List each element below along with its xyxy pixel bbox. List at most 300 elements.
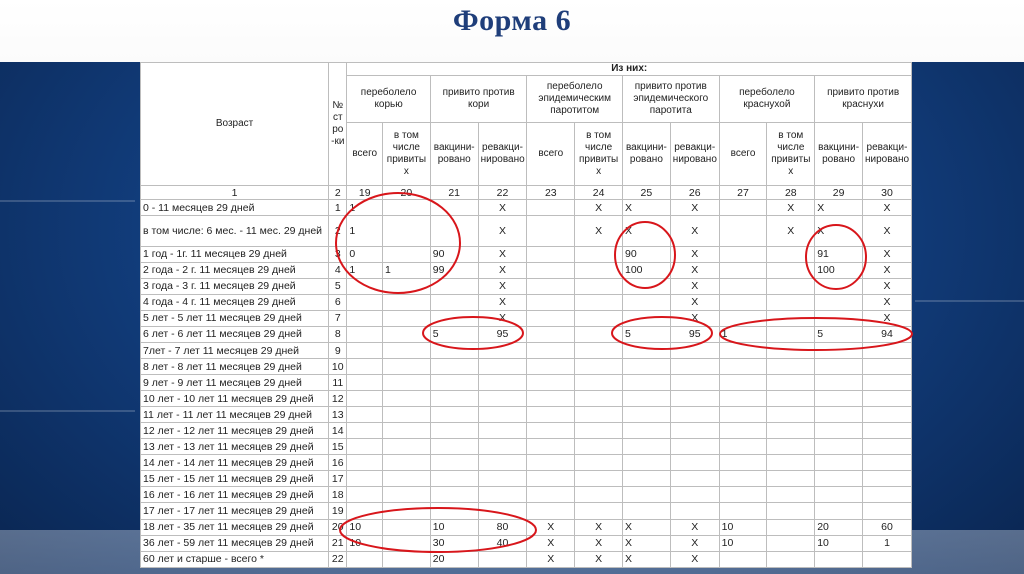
table-cell bbox=[575, 310, 623, 326]
age-group-label: в том числе: 6 мес. - 11 мес. 29 дней bbox=[141, 216, 329, 246]
table-cell: Х bbox=[863, 278, 912, 294]
table-row bbox=[141, 278, 912, 294]
age-group-label: 18 лет - 35 лет 11 месяцев 29 дней bbox=[141, 519, 329, 535]
row-number: 17 bbox=[329, 471, 347, 487]
table-cell bbox=[623, 278, 671, 294]
table-cell bbox=[623, 423, 671, 439]
vaccination-table bbox=[140, 62, 912, 568]
table-cell bbox=[719, 278, 767, 294]
table-cell bbox=[815, 455, 863, 471]
column-number: 29 bbox=[815, 185, 863, 199]
table-cell: Х bbox=[527, 519, 575, 535]
table-cell bbox=[623, 310, 671, 326]
table-cell bbox=[815, 487, 863, 503]
table-row bbox=[141, 487, 912, 503]
table-cell bbox=[478, 391, 527, 407]
table-cell bbox=[347, 423, 383, 439]
row-number: 1 bbox=[329, 200, 347, 216]
age-group-label: 17 лет - 17 лет 11 месяцев 29 дней bbox=[141, 503, 329, 519]
table-cell bbox=[430, 407, 478, 423]
table-cell bbox=[383, 200, 431, 216]
table-cell bbox=[383, 359, 431, 375]
table-cell: Х bbox=[815, 216, 863, 246]
table-cell: Х bbox=[670, 216, 719, 246]
table-cell: 5 bbox=[623, 326, 671, 342]
table-cell bbox=[719, 246, 767, 262]
table-cell: Х bbox=[670, 200, 719, 216]
table-cell bbox=[815, 471, 863, 487]
table-cell: Х bbox=[478, 200, 527, 216]
table-row bbox=[141, 246, 912, 262]
sub-header: всего bbox=[347, 122, 383, 185]
column-number: 27 bbox=[719, 185, 767, 199]
row-number: 15 bbox=[329, 439, 347, 455]
table-row bbox=[141, 294, 912, 310]
table-row bbox=[141, 503, 912, 519]
table-cell bbox=[623, 439, 671, 455]
table-cell: Х bbox=[863, 262, 912, 278]
table-cell bbox=[383, 246, 431, 262]
row-number: 16 bbox=[329, 455, 347, 471]
column-number: 21 bbox=[430, 185, 478, 199]
table-cell bbox=[623, 359, 671, 375]
column-number: 20 bbox=[383, 185, 431, 199]
group-header-rubella-ill: переболело краснухой bbox=[719, 76, 815, 123]
table-cell bbox=[863, 375, 912, 391]
row-number: 10 bbox=[329, 359, 347, 375]
table-cell: 10 bbox=[347, 519, 383, 535]
table-cell bbox=[815, 503, 863, 519]
age-group-label: 3 года - 3 г. 11 месяцев 29 дней bbox=[141, 278, 329, 294]
column-number: 1 bbox=[141, 185, 329, 199]
table-cell bbox=[383, 455, 431, 471]
table-cell: Х bbox=[575, 551, 623, 567]
table-cell: Х bbox=[670, 262, 719, 278]
table-cell bbox=[430, 200, 478, 216]
table-cell: Х bbox=[623, 216, 671, 246]
table-cell: Х bbox=[670, 294, 719, 310]
form-6-sheet bbox=[140, 62, 912, 568]
table-cell: Х bbox=[478, 278, 527, 294]
table-cell bbox=[527, 407, 575, 423]
table-cell bbox=[430, 455, 478, 471]
table-cell bbox=[347, 375, 383, 391]
table-row bbox=[141, 326, 912, 342]
table-cell bbox=[623, 407, 671, 423]
age-group-label: 12 лет - 12 лет 11 месяцев 29 дней bbox=[141, 423, 329, 439]
table-cell bbox=[719, 294, 767, 310]
age-group-label: 16 лет - 16 лет 11 месяцев 29 дней bbox=[141, 487, 329, 503]
table-cell bbox=[623, 487, 671, 503]
row-number: 3 bbox=[329, 246, 347, 262]
table-cell: 95 bbox=[478, 326, 527, 342]
table-cell bbox=[478, 471, 527, 487]
table-cell bbox=[623, 471, 671, 487]
sub-header: ревакци-нировано bbox=[863, 122, 912, 185]
table-cell: Х bbox=[863, 200, 912, 216]
table-cell bbox=[527, 343, 575, 359]
table-cell bbox=[767, 423, 815, 439]
table-cell bbox=[863, 487, 912, 503]
age-group-label: 6 лет - 6 лет 11 месяцев 29 дней bbox=[141, 326, 329, 342]
sub-header: всего bbox=[527, 122, 575, 185]
table-cell bbox=[383, 216, 431, 246]
table-cell: Х bbox=[670, 551, 719, 567]
table-cell bbox=[383, 503, 431, 519]
table-cell: Х bbox=[767, 216, 815, 246]
table-cell: Х bbox=[863, 310, 912, 326]
table-cell bbox=[575, 294, 623, 310]
table-cell bbox=[863, 391, 912, 407]
sub-header: вакцини-ровано bbox=[815, 122, 863, 185]
table-cell: 1 bbox=[347, 216, 383, 246]
table-cell bbox=[347, 487, 383, 503]
background-line bbox=[0, 200, 135, 202]
table-cell bbox=[815, 359, 863, 375]
table-cell bbox=[575, 455, 623, 471]
table-cell bbox=[863, 407, 912, 423]
table-cell bbox=[719, 216, 767, 246]
table-cell bbox=[767, 487, 815, 503]
age-group-label: 2 года - 2 г. 11 месяцев 29 дней bbox=[141, 262, 329, 278]
table-cell: 99 bbox=[430, 262, 478, 278]
group-header: Из них: bbox=[347, 63, 912, 76]
group-header-rubella-vaccinated: привито против краснухи bbox=[815, 76, 912, 123]
group-header-measles-vaccinated: привито против кори bbox=[430, 76, 527, 123]
table-cell bbox=[383, 343, 431, 359]
table-cell bbox=[347, 278, 383, 294]
table-cell: Х bbox=[863, 246, 912, 262]
table-cell bbox=[430, 439, 478, 455]
table-cell bbox=[767, 391, 815, 407]
table-cell bbox=[430, 294, 478, 310]
table-cell bbox=[767, 294, 815, 310]
table-cell bbox=[863, 343, 912, 359]
table-cell: Х bbox=[863, 294, 912, 310]
row-number: 20 bbox=[329, 519, 347, 535]
table-row bbox=[141, 262, 912, 278]
sub-header: в том числе привиты х bbox=[383, 122, 431, 185]
age-group-label: 36 лет - 59 лет 11 месяцев 29 дней bbox=[141, 535, 329, 551]
table-cell: Х bbox=[478, 216, 527, 246]
table-cell bbox=[767, 439, 815, 455]
table-cell bbox=[347, 471, 383, 487]
table-cell bbox=[863, 471, 912, 487]
table-cell: Х bbox=[670, 310, 719, 326]
table-cell: 1 bbox=[719, 326, 767, 342]
table-cell: 94 bbox=[863, 326, 912, 342]
table-cell bbox=[815, 375, 863, 391]
table-cell bbox=[767, 503, 815, 519]
table-cell bbox=[347, 439, 383, 455]
table-cell bbox=[347, 407, 383, 423]
table-cell bbox=[383, 471, 431, 487]
age-group-label: 60 лет и старше - всего * bbox=[141, 551, 329, 567]
table-cell bbox=[815, 391, 863, 407]
column-number: 22 bbox=[478, 185, 527, 199]
table-cell: 90 bbox=[430, 246, 478, 262]
age-group-label: 7лет - 7 лет 11 месяцев 29 дней bbox=[141, 343, 329, 359]
table-cell bbox=[767, 455, 815, 471]
table-cell bbox=[575, 262, 623, 278]
table-cell bbox=[670, 359, 719, 375]
table-cell bbox=[527, 310, 575, 326]
column-number: 2 bbox=[329, 185, 347, 199]
table-cell bbox=[347, 326, 383, 342]
table-cell bbox=[383, 535, 431, 551]
table-cell bbox=[719, 455, 767, 471]
row-number-header: № стро-ки bbox=[329, 63, 347, 186]
row-number: 8 bbox=[329, 326, 347, 342]
table-cell bbox=[719, 503, 767, 519]
table-cell bbox=[815, 310, 863, 326]
column-number: 19 bbox=[347, 185, 383, 199]
table-cell bbox=[430, 503, 478, 519]
table-cell: Х bbox=[575, 216, 623, 246]
table-cell: Х bbox=[623, 200, 671, 216]
group-header-mumps-vaccinated: привито против эпидемического паротита bbox=[623, 76, 720, 123]
table-cell: 20 bbox=[815, 519, 863, 535]
table-cell: 1 bbox=[347, 262, 383, 278]
table-cell: 10 bbox=[719, 535, 767, 551]
table-cell bbox=[383, 519, 431, 535]
table-cell bbox=[527, 359, 575, 375]
table-cell bbox=[347, 310, 383, 326]
table-cell bbox=[347, 391, 383, 407]
table-cell bbox=[767, 551, 815, 567]
background-line bbox=[915, 300, 1024, 302]
table-cell bbox=[527, 246, 575, 262]
sub-header: ревакци-нировано bbox=[478, 122, 527, 185]
table-cell bbox=[575, 375, 623, 391]
table-cell bbox=[670, 423, 719, 439]
table-row bbox=[141, 423, 912, 439]
slide-title: Форма 6 bbox=[452, 4, 572, 37]
table-row bbox=[141, 535, 912, 551]
table-cell: 5 bbox=[430, 326, 478, 342]
table-cell: Х bbox=[670, 535, 719, 551]
table-cell bbox=[383, 423, 431, 439]
column-number: 30 bbox=[863, 185, 912, 199]
table-cell: 30 bbox=[430, 535, 478, 551]
table-cell bbox=[767, 278, 815, 294]
table-cell bbox=[527, 326, 575, 342]
table-cell bbox=[527, 216, 575, 246]
table-row bbox=[141, 343, 912, 359]
table-cell bbox=[815, 439, 863, 455]
table-cell: Х bbox=[623, 519, 671, 535]
table-cell bbox=[478, 487, 527, 503]
table-cell bbox=[670, 487, 719, 503]
table-cell bbox=[527, 503, 575, 519]
table-cell bbox=[478, 423, 527, 439]
group-header-mumps-ill: переболело эпидемическим паротитом bbox=[527, 76, 623, 123]
table-cell bbox=[815, 294, 863, 310]
table-cell: Х bbox=[478, 310, 527, 326]
table-row bbox=[141, 310, 912, 326]
table-cell: 60 bbox=[863, 519, 912, 535]
table-cell bbox=[527, 200, 575, 216]
table-cell bbox=[575, 391, 623, 407]
group-header-measles-ill: переболело корью bbox=[347, 76, 430, 123]
table-cell bbox=[575, 439, 623, 455]
table-cell: 10 bbox=[815, 535, 863, 551]
table-cell: 10 bbox=[430, 519, 478, 535]
table-cell bbox=[383, 310, 431, 326]
table-row bbox=[141, 551, 912, 567]
table-row bbox=[141, 375, 912, 391]
sub-header: вакцини-ровано bbox=[430, 122, 478, 185]
table-cell: Х bbox=[863, 216, 912, 246]
table-cell bbox=[478, 407, 527, 423]
table-cell bbox=[623, 294, 671, 310]
table-cell bbox=[670, 439, 719, 455]
table-cell bbox=[719, 359, 767, 375]
table-cell bbox=[527, 439, 575, 455]
table-cell bbox=[670, 407, 719, 423]
table-cell: Х bbox=[767, 200, 815, 216]
table-cell bbox=[719, 439, 767, 455]
table-cell bbox=[767, 343, 815, 359]
row-number: 22 bbox=[329, 551, 347, 567]
table-cell: Х bbox=[623, 535, 671, 551]
table-cell bbox=[575, 407, 623, 423]
table-cell bbox=[383, 407, 431, 423]
age-group-label: 8 лет - 8 лет 11 месяцев 29 дней bbox=[141, 359, 329, 375]
table-cell bbox=[527, 294, 575, 310]
table-cell: Х bbox=[670, 246, 719, 262]
table-cell bbox=[478, 359, 527, 375]
table-cell: 90 bbox=[623, 246, 671, 262]
table-cell bbox=[527, 471, 575, 487]
row-number: 11 bbox=[329, 375, 347, 391]
table-cell bbox=[575, 246, 623, 262]
table-cell: Х bbox=[478, 294, 527, 310]
table-cell bbox=[719, 262, 767, 278]
table-cell bbox=[863, 439, 912, 455]
table-cell bbox=[719, 200, 767, 216]
table-cell bbox=[575, 343, 623, 359]
table-cell bbox=[575, 278, 623, 294]
age-group-label: 1 год - 1г. 11 месяцев 29 дней bbox=[141, 246, 329, 262]
table-cell bbox=[478, 503, 527, 519]
table-cell: Х bbox=[575, 200, 623, 216]
table-cell bbox=[719, 471, 767, 487]
table-cell bbox=[527, 262, 575, 278]
row-number: 5 bbox=[329, 278, 347, 294]
sub-header: ревакци-нировано bbox=[670, 122, 719, 185]
age-group-label: 4 года - 4 г. 11 месяцев 29 дней bbox=[141, 294, 329, 310]
table-cell bbox=[347, 455, 383, 471]
row-number: 2 bbox=[329, 216, 347, 246]
table-cell: Х bbox=[527, 535, 575, 551]
age-group-label: 5 лет - 5 лет 11 месяцев 29 дней bbox=[141, 310, 329, 326]
table-cell bbox=[863, 423, 912, 439]
table-cell bbox=[670, 375, 719, 391]
column-number: 28 bbox=[767, 185, 815, 199]
table-cell bbox=[430, 423, 478, 439]
row-number: 12 bbox=[329, 391, 347, 407]
column-number: 24 bbox=[575, 185, 623, 199]
table-cell: Х bbox=[670, 519, 719, 535]
table-cell bbox=[670, 455, 719, 471]
table-cell bbox=[430, 375, 478, 391]
table-cell bbox=[767, 310, 815, 326]
table-cell bbox=[347, 503, 383, 519]
sub-header: вакцини-ровано bbox=[623, 122, 671, 185]
table-cell: Х bbox=[670, 278, 719, 294]
table-cell bbox=[623, 343, 671, 359]
table-cell bbox=[815, 551, 863, 567]
table-cell bbox=[383, 278, 431, 294]
table-cell bbox=[527, 455, 575, 471]
table-cell: Х bbox=[575, 519, 623, 535]
table-cell bbox=[815, 407, 863, 423]
table-cell bbox=[383, 294, 431, 310]
row-number: 6 bbox=[329, 294, 347, 310]
table-cell bbox=[623, 391, 671, 407]
table-cell: 95 bbox=[670, 326, 719, 342]
table-cell: 91 bbox=[815, 246, 863, 262]
row-number: 18 bbox=[329, 487, 347, 503]
table-cell bbox=[719, 375, 767, 391]
table-cell: 10 bbox=[719, 519, 767, 535]
table-cell: Х bbox=[815, 200, 863, 216]
table-cell: Х bbox=[478, 246, 527, 262]
row-number: 21 bbox=[329, 535, 347, 551]
table-row bbox=[141, 391, 912, 407]
table-cell bbox=[670, 391, 719, 407]
table-cell bbox=[527, 278, 575, 294]
table-cell bbox=[478, 455, 527, 471]
table-cell bbox=[719, 423, 767, 439]
table-cell bbox=[347, 294, 383, 310]
table-cell: 100 bbox=[623, 262, 671, 278]
table-cell bbox=[430, 343, 478, 359]
table-cell bbox=[430, 487, 478, 503]
table-cell bbox=[430, 278, 478, 294]
table-cell bbox=[478, 375, 527, 391]
table-cell bbox=[478, 439, 527, 455]
age-group-label: 0 - 11 месяцев 29 дней bbox=[141, 200, 329, 216]
table-cell bbox=[383, 375, 431, 391]
table-row bbox=[141, 471, 912, 487]
table-cell bbox=[383, 326, 431, 342]
table-cell bbox=[478, 343, 527, 359]
table-cell bbox=[575, 423, 623, 439]
table-cell bbox=[719, 310, 767, 326]
sub-header: всего bbox=[719, 122, 767, 185]
age-group-label: 11 лет - 11 лет 11 месяцев 29 дней bbox=[141, 407, 329, 423]
table-cell bbox=[430, 391, 478, 407]
table-cell bbox=[767, 359, 815, 375]
table-cell: 40 bbox=[478, 535, 527, 551]
table-cell bbox=[430, 471, 478, 487]
table-cell bbox=[383, 487, 431, 503]
table-cell bbox=[623, 455, 671, 471]
table-cell bbox=[719, 487, 767, 503]
age-group-label: 10 лет - 10 лет 11 месяцев 29 дней bbox=[141, 391, 329, 407]
sub-header: в том числе привиты х bbox=[767, 122, 815, 185]
table-cell bbox=[670, 471, 719, 487]
table-cell: 1 bbox=[863, 535, 912, 551]
table-cell bbox=[767, 471, 815, 487]
table-cell bbox=[430, 310, 478, 326]
row-number: 19 bbox=[329, 503, 347, 519]
table-cell bbox=[863, 359, 912, 375]
table-cell bbox=[670, 343, 719, 359]
age-header: Возраст bbox=[141, 63, 329, 186]
